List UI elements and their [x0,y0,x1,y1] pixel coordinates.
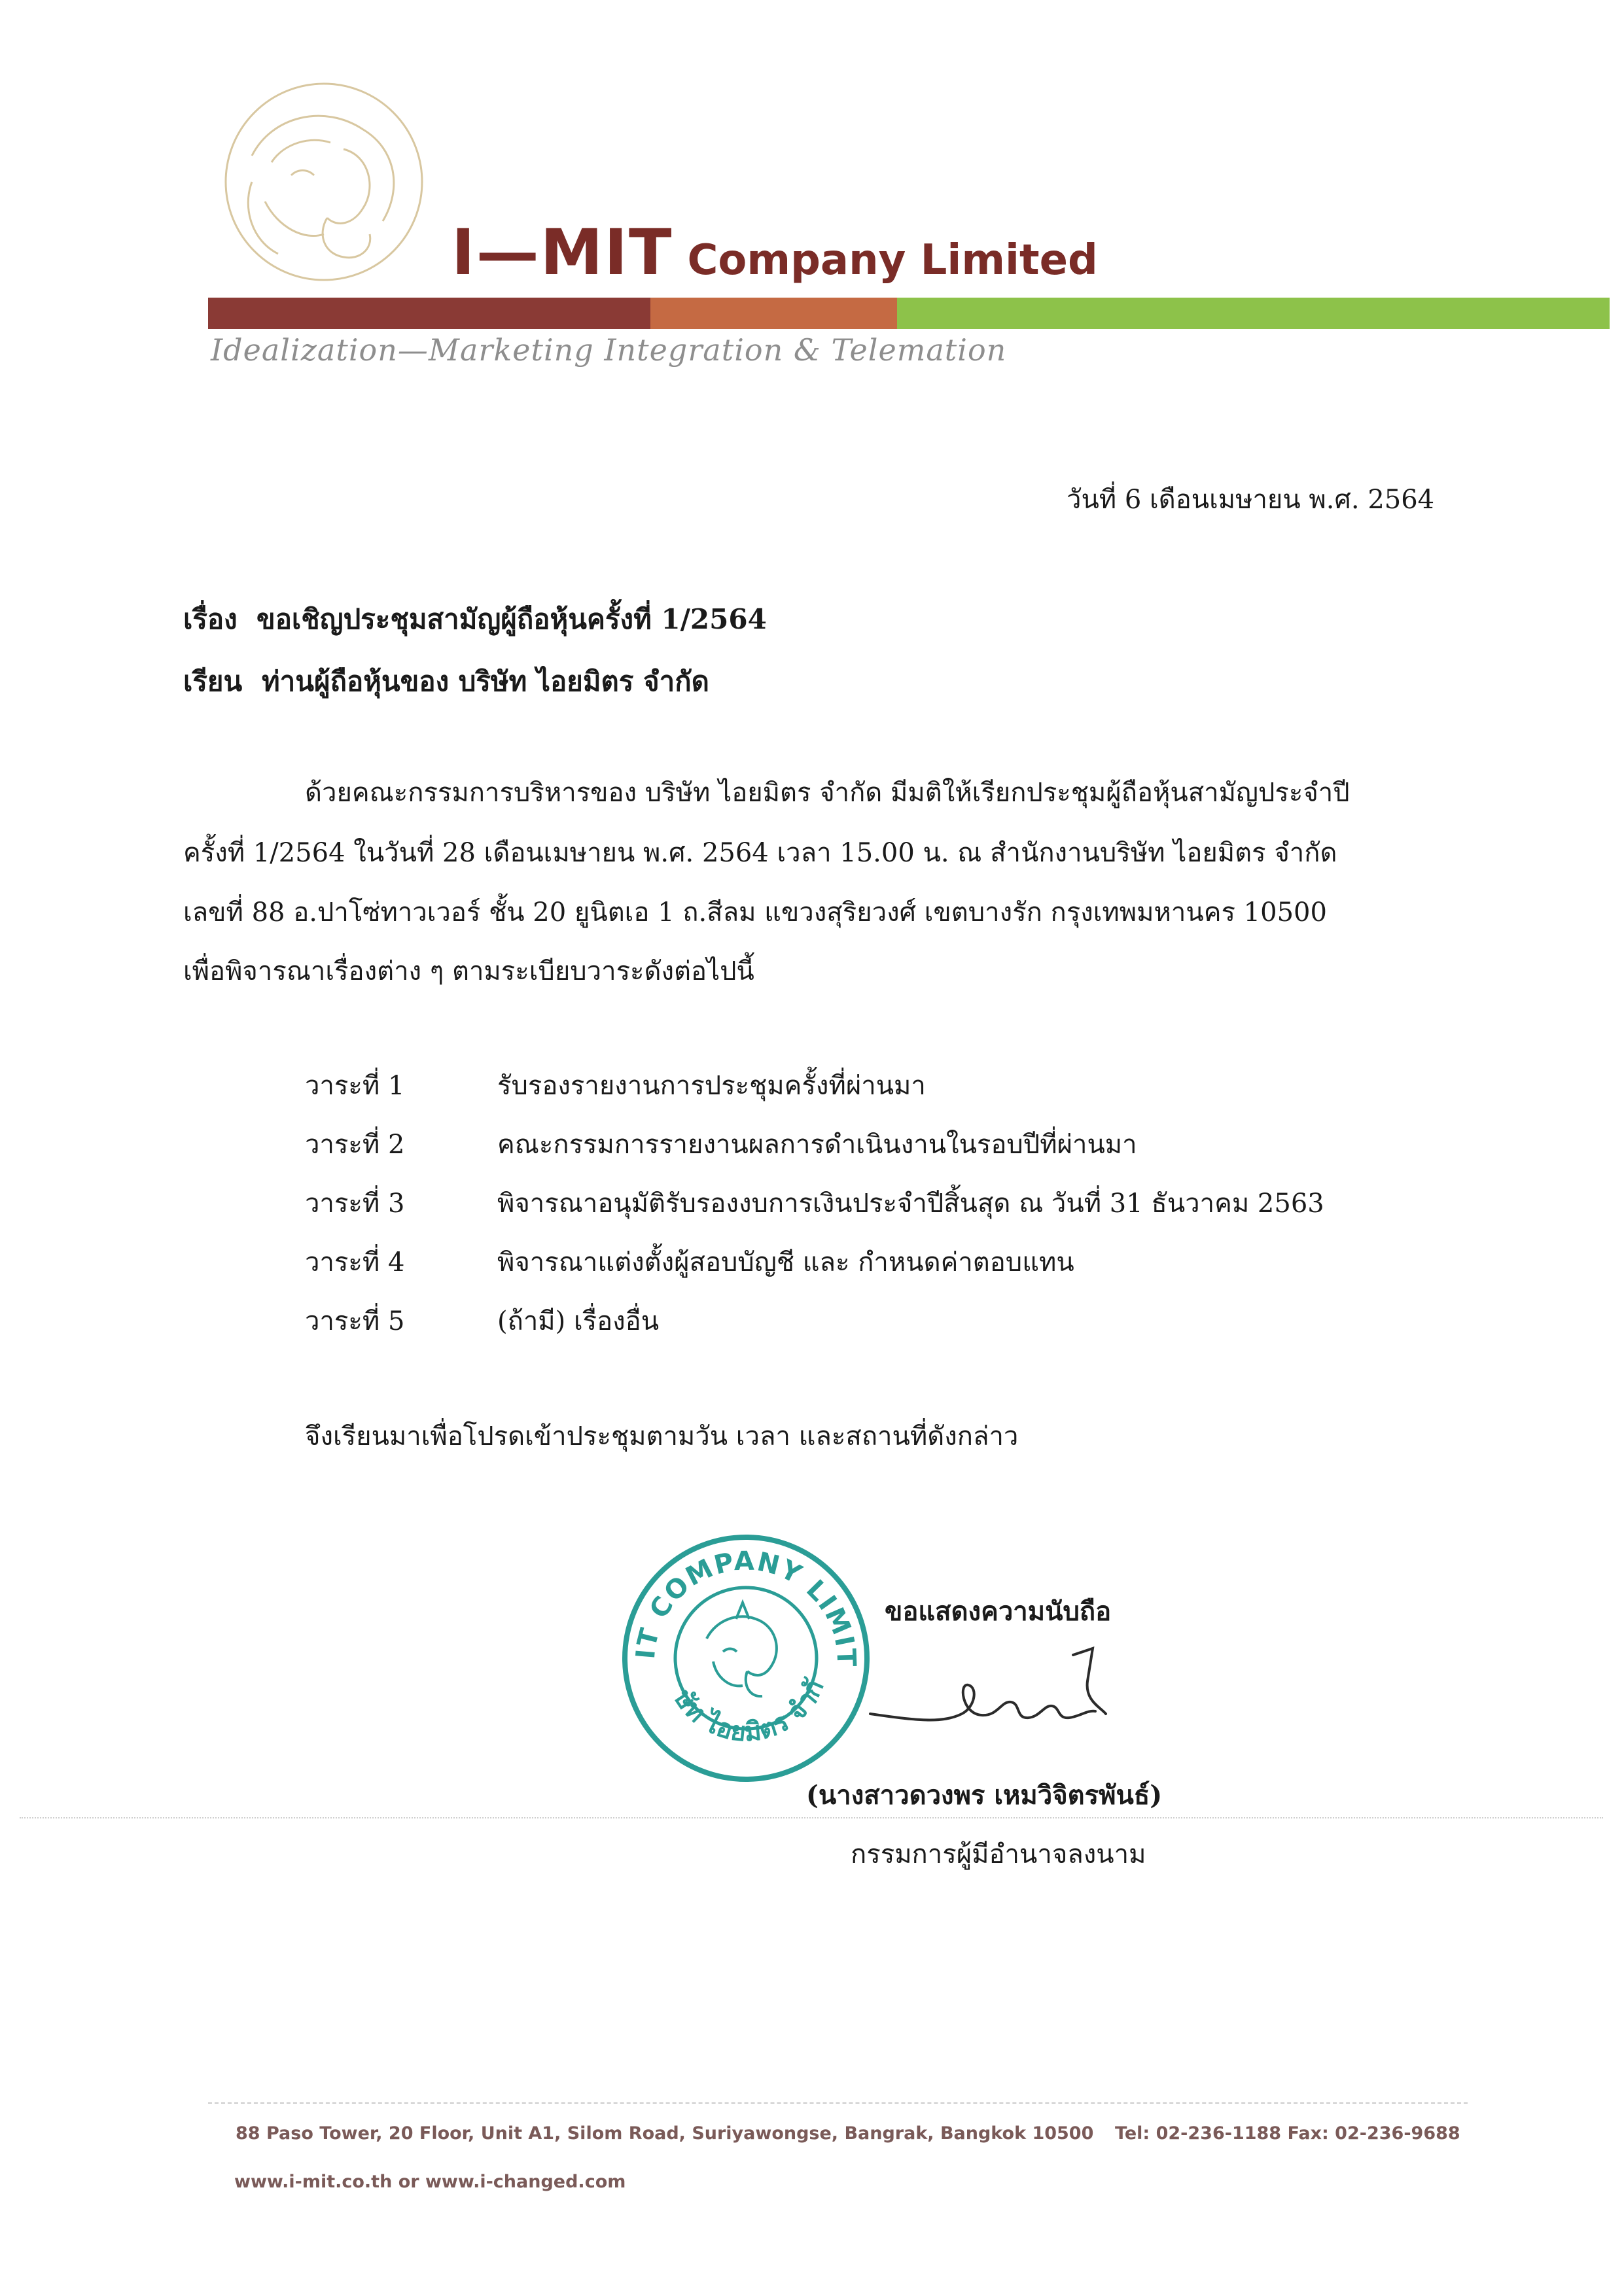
agenda-number: วาระที่ 4 [305,1247,405,1278]
agenda-text: (ถ้ามี) เรื่องอื่น [497,1306,660,1336]
header-bar-segment-green [897,298,1610,329]
company-suffix: Company Limited [687,236,1098,285]
stamp-text-top: IT COMPANY LIMIT [630,1546,862,1669]
header-bar-segment-maroon [208,298,650,329]
subject-label: เรื่อง [183,603,238,635]
closing-sentence: จึงเรียนมาเพื่อโปรดเข้าประชุมตามวัน เวลา และสถานที่ดังกล่าว [305,1421,1019,1452]
subject-text: ขอเชิญประชุมสามัญผู้ถือหุ้นครั้งที่ 1/2564 [256,603,767,635]
body-paragraph-line: เพื่อพิจารณาเรื่องต่าง ๆ ตามระเบียบวาระดังต่อไปนี้ [183,956,754,986]
agenda-number: วาระที่ 2 [305,1130,405,1160]
header-bar-segment-orange [650,298,897,329]
elephant-logo-icon [213,77,435,287]
signer-name: (นางสาวดวงพร เหมวิจิตรพันธ์) [806,1780,1163,1811]
divider-line [20,1817,1603,1818]
recipient-label: เรียน [183,665,243,697]
agenda-item [305,1191,1324,1217]
company-brand: I—MIT [451,216,673,289]
footer-address: 88 Paso Tower, 20 Floor, Unit A1, Silom Road, Suriyawongse, Bangrak, Bangkok 10500 [236,2123,1094,2144]
company-name [451,216,1098,289]
agenda-text: พิจารณาอนุมัติรับรองงบการเงินประจำปีสิ้นสุด ณ วันที่ 31 ธันวาคม 2563 [497,1189,1324,1219]
subject-line [183,603,767,635]
body-paragraph-line: ครั้งที่ 1/2564 ในวันที่ 28 เดือนเมษายน พ.ศ. 2564 เวลา 15.00 น. ณ สำนักงานบริษัท ไอยมิตร จำกัด [183,838,1337,868]
agenda-number: วาระที่ 3 [305,1189,405,1219]
body-paragraph-line: เลขที่ 88 อ.ปาโซ่ทาวเวอร์ ชั้น 20 ยูนิตเอ 1 ถ.สีลม แขวงสุริยวงศ์ เขตบางรัก กรุงเทพมหานคร 10500 [183,897,1327,928]
header-color-bar [208,298,1610,329]
agenda-text: คณะกรรมการรายงานผลการดำเนินงานในรอบปีที่ผ่านมา [497,1130,1137,1160]
recipient-text: ท่านผู้ถือหุ้นของ บริษัท ไอยมิตร จำกัด [262,665,709,697]
footer-phone: Tel: 02-236-1188 Fax: 02-236-9688 [1115,2123,1460,2144]
handwritten-signature [844,1642,1145,1766]
agenda-item [305,1249,1074,1276]
footer-divider [208,2102,1468,2104]
svg-text:I-MIT COMPANY LIMITED [609,1521,861,1668]
agenda-number: วาระที่ 1 [305,1071,405,1101]
company-tagline: Idealization—Marketing Integration & Telemation [211,332,1007,368]
agenda-item [305,1073,926,1099]
recipient-line [183,665,709,697]
body-paragraph-line: ด้วยคณะกรรมการบริหารของ บริษัท ไอยมิตร จำกัด มีมติให้เรียกประชุมผู้ถือหุ้นสามัญประจำปี [305,778,1350,808]
agenda-text: พิจารณาแต่งตั้งผู้สอบบัญชี และ กำหนดค่าตอบแทน [497,1247,1074,1278]
agenda-number: วาระที่ 5 [305,1306,405,1336]
agenda-item [305,1132,1137,1158]
company-stamp [609,1521,883,1796]
stamp-text-bottom: ษัท ไอยมิตร จำกั [667,1675,830,1748]
regards-text: ขอแสดงความนับถือ [885,1596,1112,1627]
agenda-text: รับรองรายงานการประชุมครั้งที่ผ่านมา [497,1071,926,1101]
signer-title: กรรมการผู้มีอำนาจลงนาม [851,1839,1146,1870]
agenda-item [305,1308,659,1334]
footer-website: www.i-mit.co.th or www.i-changed.com [234,2172,626,2192]
letter-date: วันที่ 6 เดือนเมษายน พ.ศ. 2564 [1067,485,1435,515]
